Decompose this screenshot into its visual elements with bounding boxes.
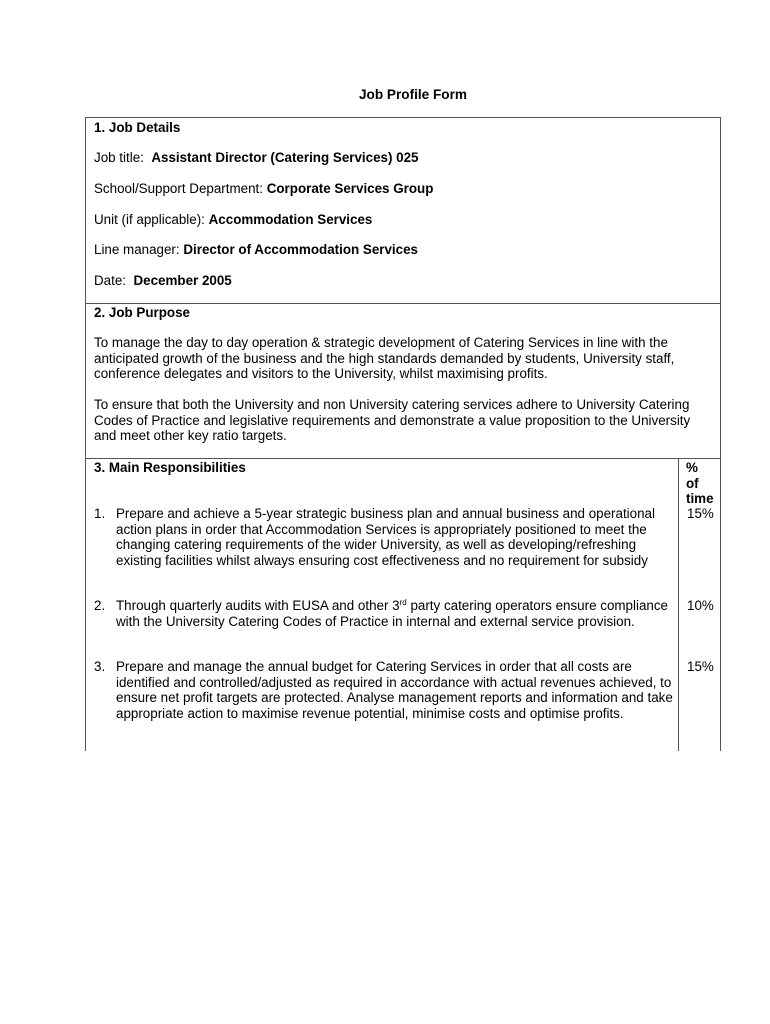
- job-purpose-section: [85, 303, 721, 459]
- percent-heading-line-1: %: [686, 460, 698, 475]
- item-text: Prepare and manage the annual budget for Catering Services in order that all costs are identified and controlled/adjusted as required in accordance with actual revenues achieved, to ensure net profit targets are protected. Analyse management reports and information and take appropriate action to maximise revenue potential, minimise costs and optimise profits.: [116, 659, 673, 721]
- department-row: [94, 181, 433, 196]
- item-percent: 10%: [687, 598, 714, 613]
- line-manager-value: Director of Accommodation Services: [183, 242, 418, 257]
- item-number: 3.: [94, 659, 106, 674]
- unit-label: Unit (if applicable):: [94, 212, 205, 227]
- date-label: Date:: [94, 273, 127, 288]
- item-text: [116, 598, 676, 629]
- line-manager-row: [94, 242, 418, 257]
- job-title-row: [94, 150, 419, 165]
- job-purpose-paragraph-2: To ensure that both the University and non University catering services adhere to University Catering Codes of Practice and legislative requirements and demonstrate a value proposition to the University and meet other key ratio targets.: [94, 397, 691, 444]
- job-details-section: [85, 117, 721, 304]
- item-number: 1.: [94, 506, 106, 521]
- department-value: Corporate Services Group: [266, 181, 434, 196]
- item-percent: 15%: [687, 659, 714, 674]
- job-details-heading: 1. Job Details: [94, 120, 181, 135]
- item-text-part-1: Through quarterly audits with EUSA and other 3: [116, 598, 400, 613]
- date-value: December 2005: [133, 273, 232, 288]
- main-responsibilities-heading: 3. Main Responsibilities: [94, 460, 246, 475]
- unit-value: Accommodation Services: [208, 212, 373, 227]
- item-text: Prepare and achieve a 5-year strategic business plan and annual business and operational action plans in order that Accommodation Services is appropriately positioned to meet the changing catering requirements of the wider University, as well as developing/refreshing existing facilities whilst always ensuring cost effectiveness and no requirement for subsidy: [116, 506, 655, 568]
- percent-of-time-heading: [686, 460, 714, 507]
- percent-heading-line-3: time: [686, 491, 714, 507]
- item-percent: 15%: [687, 506, 714, 521]
- main-responsibilities-section: [85, 458, 721, 751]
- ordinal-suffix: rd: [399, 598, 407, 607]
- job-purpose-paragraph-1: To manage the day to day operation & strategic development of Catering Services in line with the anticipated growth of the business and the high standards demanded by students, University staff, conference delegates and visitors to the University, whilst maximising profits.: [94, 335, 675, 382]
- job-title-label: Job title:: [94, 150, 144, 165]
- date-row: [94, 273, 232, 288]
- item-number: 2.: [94, 598, 106, 613]
- job-purpose-heading: 2. Job Purpose: [94, 305, 190, 320]
- percent-heading-line-2: of: [686, 475, 699, 491]
- job-title-value: Assistant Director (Catering Services) 025: [151, 150, 419, 165]
- unit-row: [94, 212, 372, 227]
- column-divider: [678, 459, 679, 751]
- form-title: Job Profile Form: [358, 87, 467, 102]
- line-manager-label: Line manager:: [94, 242, 180, 257]
- department-label: School/Support Department:: [94, 181, 263, 196]
- item-text-part-2: party catering operators ensure compliance with the University Catering Codes of Practice in internal and external service provision.: [116, 598, 668, 629]
